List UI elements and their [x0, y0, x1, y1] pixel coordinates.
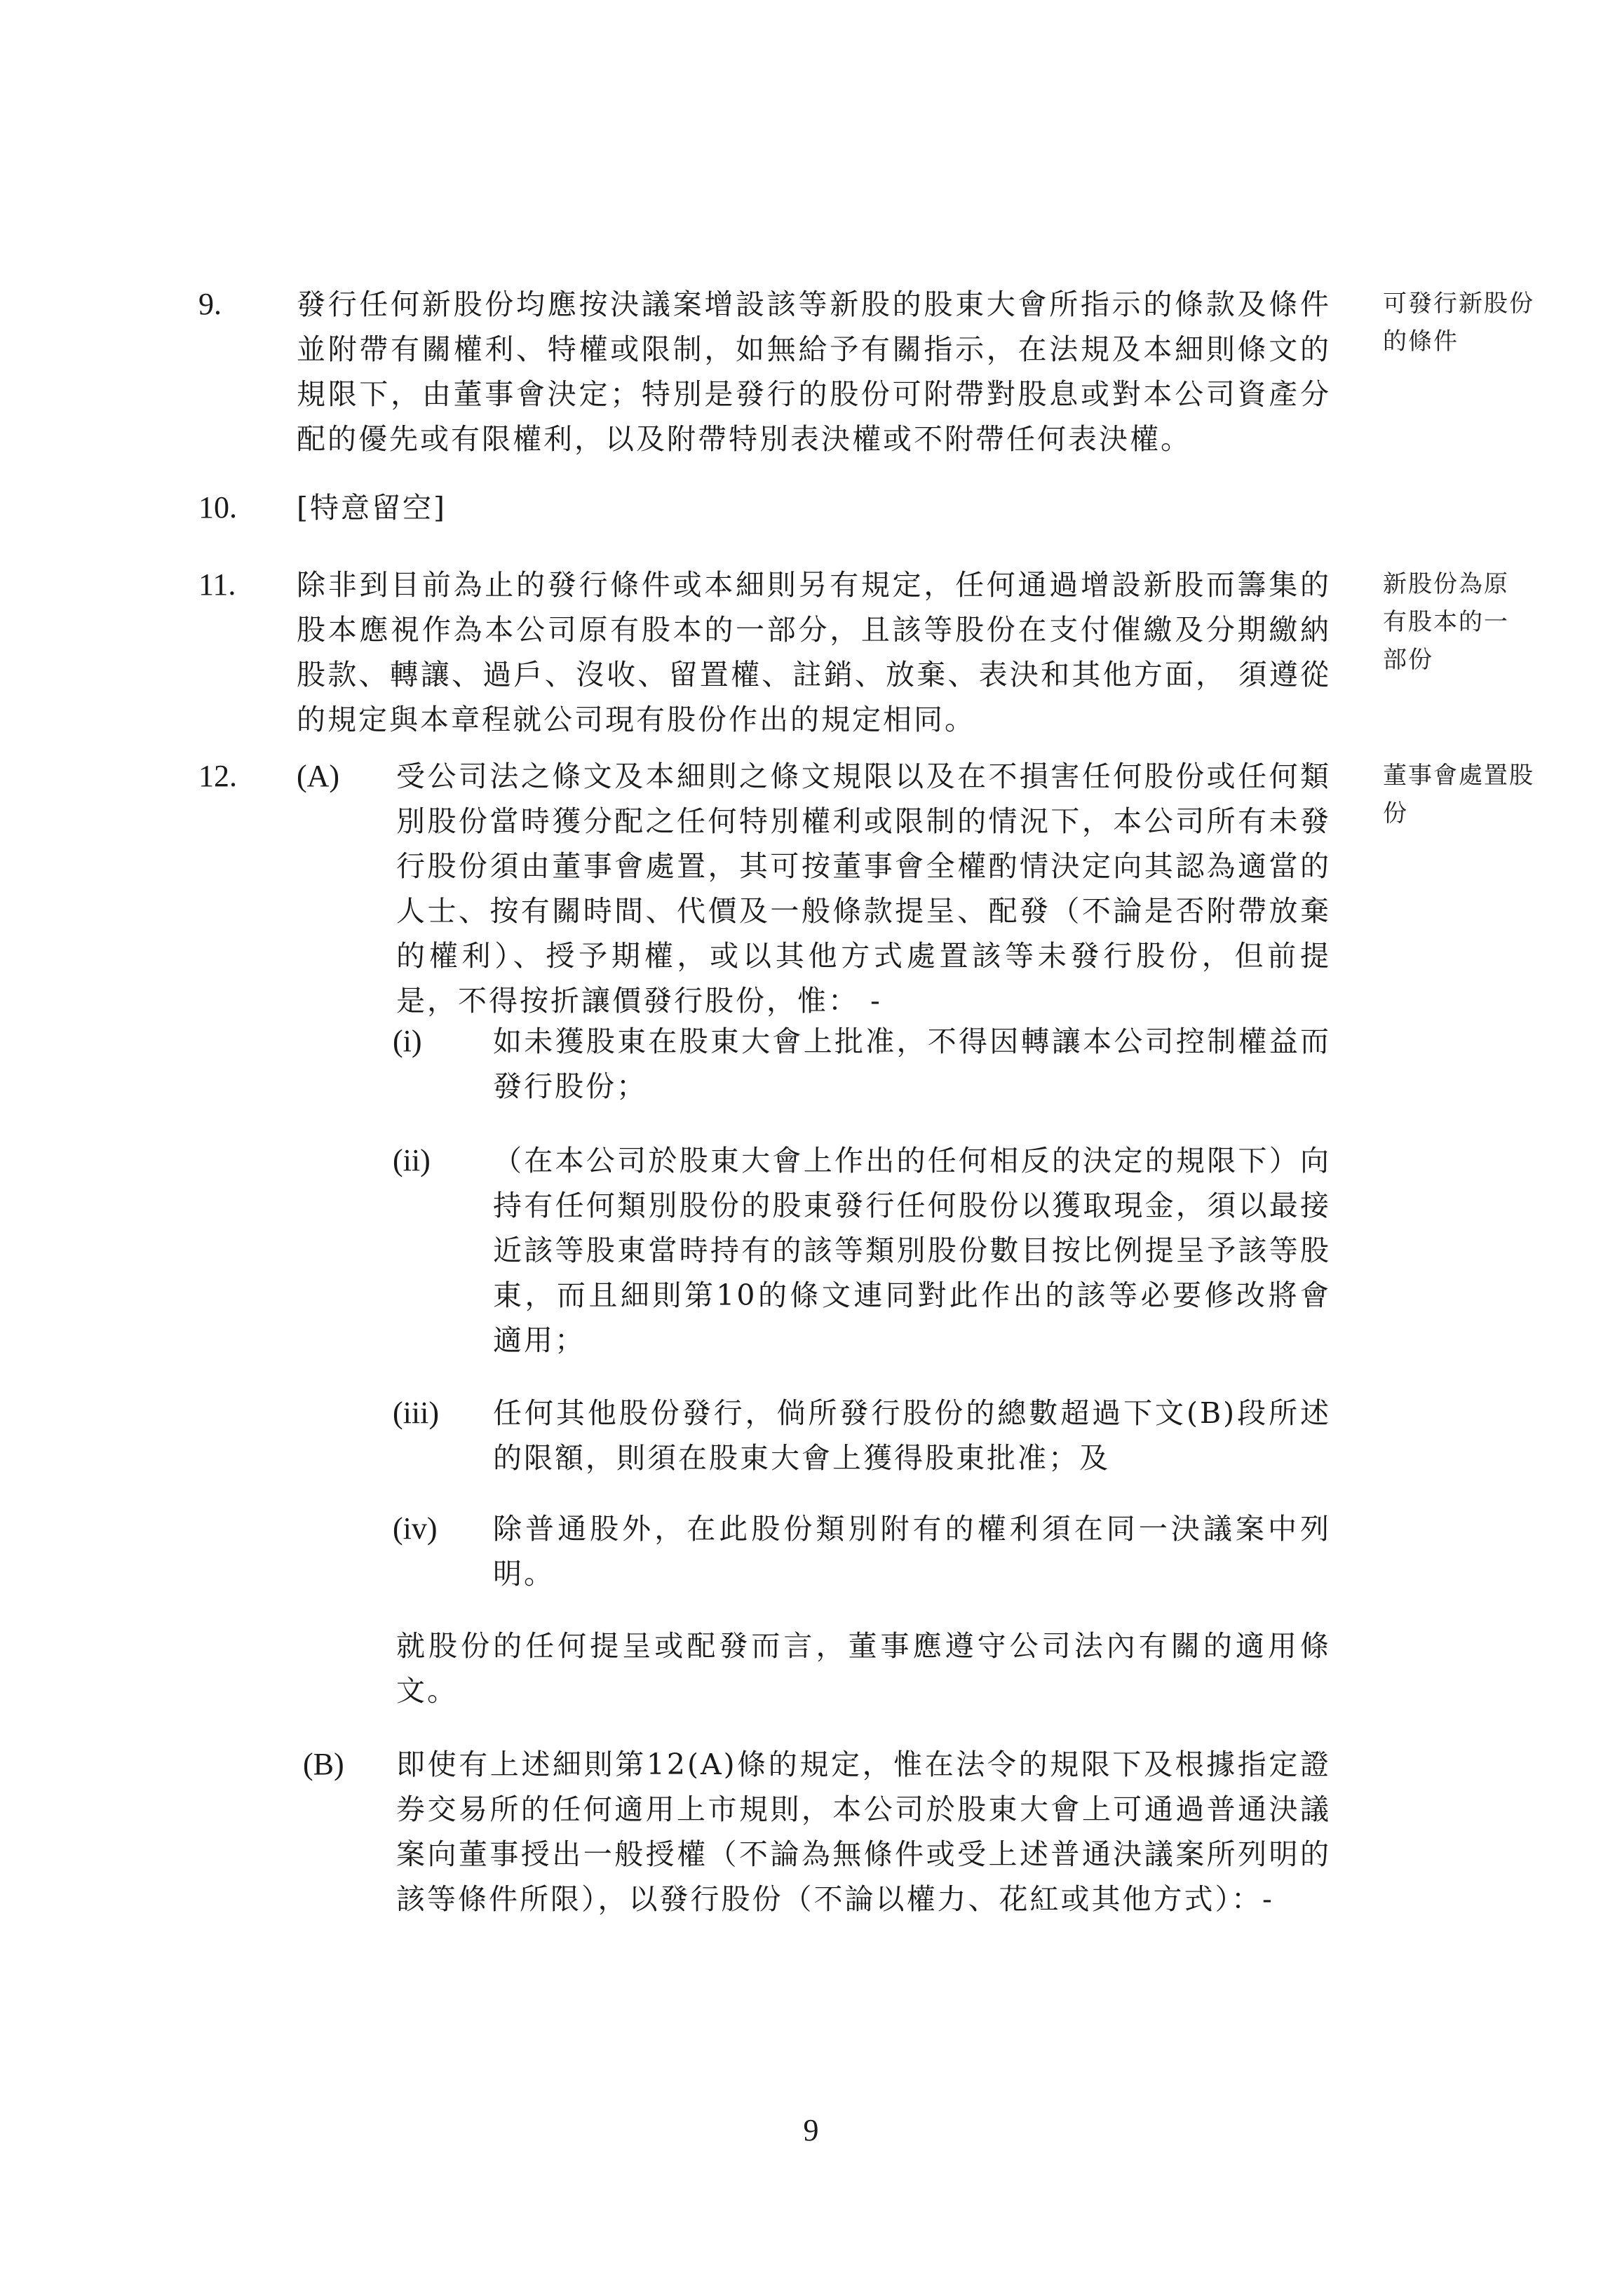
clause-12a-closing: 就股份的任何提呈或配發而言，董事應遵守公司法內有關的適用條文。 [396, 1629, 1331, 1708]
clause-12-number: 12. [198, 759, 237, 793]
page-number: 9 [803, 2113, 819, 2147]
clause-11-number: 11. [198, 567, 236, 602]
clause-12a-item-iv-text: 除普通股外，在此股份類別附有的權利須在同一決議案中列明。 [493, 1512, 1331, 1591]
clause-12a-item-iv-label: (iv) [393, 1511, 438, 1546]
clause-12a-text: 受公司法之條文及本細則之條文規限以及在不損害任何股份或任何類別股份當時獲分配之任何特別權利或限制的情況下，本公司所有未發行股份須由董事會處置，其可按董事會全權酌情決定向其認為適當的人士、按有關時間、代價及一般條款提呈、配發（不論是否附帶放棄的權利）、授予期權，或以其他方式處置該等未發行股份，但前提是，不得按折讓價發行股份，惟： - [396, 759, 1331, 1018]
clause-12a-label: (A) [297, 759, 340, 793]
clause-11-margin-note: 新股份為原有股本的一部份 [1383, 570, 1509, 674]
clause-9-text: 發行任何新股份均應按決議案增設該等新股的股東大會所指示的條款及條件並附帶有關權利、特權或限制，如無給予有關指示，在法規及本細則條文的規限下，由董事會決定；特別是發行的股份可附帶對股息或對本公司資產分配的優先或有限權利，以及附帶特別表決權或不附帶任何表決權。 [297, 288, 1331, 456]
clause-10-number: 10. [198, 490, 237, 525]
clause-9-margin-note: 可發行新股份 的條件 [1383, 290, 1534, 356]
clause-11-text: 除非到目前為止的發行條件或本細則另有規定，任何通過增設新股而籌集的股本應視作為本公司原有股本的一部分，且該等股份在支付催繳及分期繳納股款、轉讓、過戶、沒收、留置權、註銷、放棄、表決和其他方面， 須遵從的規定與本章程就公司現有股份作出的規定相同。 [297, 568, 1331, 736]
clause-12a-item-i-label: (i) [393, 1024, 422, 1058]
clause-12-margin-note: 董事會處置股份 [1383, 762, 1534, 828]
clause-12a-item-iii-text: 任何其他股份發行，倘所發行股份的總數超過下文(B)段所述的限額，則須在股東大會上獲得股東批准；及 [493, 1396, 1331, 1475]
clause-12a-item-iii-label: (iii) [393, 1396, 439, 1430]
clause-12a-item-ii-text: （在本公司於股東大會上作出的任何相反的決定的規限下）向持有任何類別股份的股東發行任何股份以獲取現金，須以最接近該等股東當時持有的該等類別股份數目按比例提呈予該等股東，而且細則第10的條文連同對此作出的該等必要修改將會適用； [493, 1144, 1331, 1357]
clause-12b-text: 即使有上述細則第12(A)條的規定，惟在法令的規限下及根據指定證券交易所的任何適用上市規則，本公司於股東大會上可通過普通決議案向董事授出一般授權（不論為無條件或受上述普通決議案所列明的該等條件所限），以發行股份（不論以權力、花紅或其他方式）：- [396, 1748, 1331, 1916]
clause-12a-item-ii-label: (ii) [393, 1143, 431, 1177]
clause-9-number: 9. [198, 287, 222, 321]
clause-12a-item-i-text: 如未獲股東在股東大會上批准，不得因轉讓本公司控制權益而發行股份； [493, 1025, 1331, 1103]
clause-10-text: [特意留空] [297, 491, 447, 525]
clause-12b-label: (B) [303, 1747, 344, 1781]
